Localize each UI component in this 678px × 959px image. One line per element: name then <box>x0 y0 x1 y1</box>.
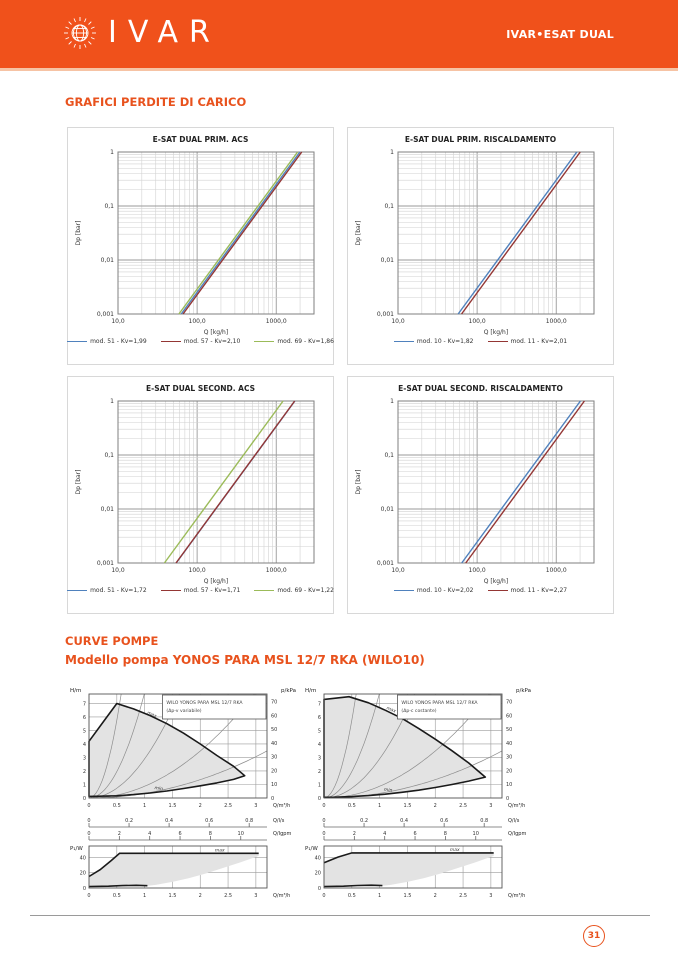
axis-text: 1 <box>390 398 394 405</box>
axis-text: 1000,0 <box>265 318 287 325</box>
chart-card-second-riscaldamento <box>347 376 614 614</box>
pump-main-plot <box>298 684 533 816</box>
axis-text: 0.4 <box>165 818 174 824</box>
legend-swatch <box>488 590 508 591</box>
legend-swatch <box>488 341 508 342</box>
series-line <box>462 401 581 563</box>
axis-text: (Δp-c costante) <box>401 709 437 714</box>
axis-text: 0 <box>87 818 91 824</box>
axis-text: 70 <box>506 699 513 706</box>
legend-item <box>394 338 474 345</box>
legend-item <box>488 338 568 345</box>
pump-main-plot <box>63 684 298 816</box>
axis-text: 20 <box>506 768 513 775</box>
axis-text: 4 <box>317 741 321 748</box>
legend-item <box>161 587 241 594</box>
pump-type-box <box>397 695 501 719</box>
axis-text: 30 <box>506 754 513 761</box>
axis-text: 0.5 <box>112 803 121 809</box>
axis-text: 100,0 <box>188 567 206 574</box>
product-title: IVAR•ESAT DUAL <box>506 28 614 41</box>
axis-text: 2 <box>198 803 202 809</box>
axis-text: 0.6 <box>205 818 214 824</box>
axis-text: max <box>214 848 225 854</box>
axis-text: 0 <box>87 803 91 809</box>
axis-text: 0.5 <box>112 893 121 899</box>
axis-text: Dp [bar] <box>355 220 362 246</box>
chart-title: E-SAT DUAL PRIM. RISCALDAMENTO <box>404 135 557 144</box>
axis-text: 1000,0 <box>545 567 567 574</box>
axis-text: 3 <box>317 755 321 762</box>
legend-label: mod. 10 - Kv=1,82 <box>416 338 474 345</box>
axis-text: P₁/W <box>70 846 83 852</box>
pump-power-plot <box>63 842 298 902</box>
section-title-pompe: CURVE POMPE <box>65 634 159 648</box>
legend-label: mod. 10 - Kv=2,02 <box>416 587 474 594</box>
axis-text: max <box>385 706 397 715</box>
axis-text: 0.6 <box>440 818 449 824</box>
legend-label: mod. 57 - Kv=2,10 <box>183 338 241 345</box>
axis-text: Q [kg/h] <box>483 578 509 585</box>
legend-item <box>67 338 147 345</box>
series-line <box>183 152 302 314</box>
chart-plot <box>348 377 615 615</box>
axis-text: Dp [bar] <box>75 220 82 246</box>
axis-text: Q/l/s <box>508 818 520 824</box>
axis-text: 1000,0 <box>265 567 287 574</box>
axis-text: 0 <box>82 796 86 802</box>
axis-text: 1 <box>378 803 382 809</box>
axis-text: 0,001 <box>96 311 114 318</box>
axis-text: 7 <box>82 701 86 708</box>
axis-text: Q/m³/h <box>273 803 291 809</box>
brand-text: IVAR <box>108 15 221 50</box>
pump-power-plot <box>298 842 533 902</box>
axis-text: 0,01 <box>100 257 114 264</box>
chart-legend <box>68 338 333 345</box>
axis-text: 3 <box>254 893 258 899</box>
axis-text: 1.5 <box>403 803 412 809</box>
axis-text: Q/m³/h <box>273 893 291 899</box>
axis-text: Q [kg/h] <box>203 578 229 585</box>
legend-label: mod. 11 - Kv=2,01 <box>510 338 568 345</box>
chart-legend <box>348 587 613 594</box>
legend-swatch <box>254 341 274 342</box>
axis-text: 6 <box>82 714 86 721</box>
axis-text: 3 <box>489 803 493 809</box>
axis-text: 10,0 <box>391 318 405 325</box>
chart-title: E-SAT DUAL SECOND. RISCALDAMENTO <box>398 384 563 393</box>
axis-text: 0 <box>322 893 326 899</box>
axis-text: 0 <box>87 893 91 899</box>
axis-text: 50 <box>271 727 278 734</box>
axis-text: 2 <box>82 768 86 775</box>
axis-text: 2 <box>317 768 321 775</box>
flow-scale-row <box>63 816 298 829</box>
legend-swatch <box>67 341 87 342</box>
page-number-badge <box>583 925 605 947</box>
axis-text: 0,01 <box>380 257 394 264</box>
axis-text: 2 <box>433 893 437 899</box>
axis-text: 1 <box>143 893 147 899</box>
axis-text: 40 <box>314 855 321 862</box>
axis-text: 1 <box>110 398 114 405</box>
axis-text: 100,0 <box>468 567 486 574</box>
pump-type-box <box>162 695 266 719</box>
axis-text: 0 <box>322 818 326 824</box>
axis-text: 40 <box>79 855 86 862</box>
legend-swatch <box>254 590 274 591</box>
axis-text: 2 <box>433 803 437 809</box>
chart-plot <box>68 128 335 366</box>
axis-text: 1 <box>378 893 382 899</box>
axis-text: Dp [bar] <box>355 469 362 495</box>
header-band <box>0 0 678 71</box>
axis-text: 0,001 <box>376 311 394 318</box>
axis-text: 0 <box>87 831 91 837</box>
axis-text: 2.5 <box>459 803 468 809</box>
axis-text: 60 <box>506 713 513 720</box>
axis-text: 0.5 <box>347 803 356 809</box>
legend-label: mod. 11 - Kv=2,27 <box>510 587 568 594</box>
chart-legend <box>68 587 333 594</box>
axis-text: 10,0 <box>111 567 125 574</box>
axis-text: min <box>154 786 164 793</box>
axis-text: Q/m³/h <box>508 893 526 899</box>
axis-text: 20 <box>79 870 86 877</box>
legend-swatch <box>67 590 87 591</box>
axis-text: 70 <box>271 699 278 706</box>
axis-text: 10,0 <box>391 567 405 574</box>
axis-text: 1 <box>82 782 86 789</box>
chart-card-prim-riscaldamento <box>347 127 614 365</box>
axis-text: 0.2 <box>360 818 369 824</box>
axis-text: 1 <box>143 803 147 809</box>
pump-chart-dpc <box>298 684 533 902</box>
axis-text: Q/Igpm <box>508 831 527 837</box>
axis-text: 4 <box>383 831 387 837</box>
axis-text: 10,0 <box>111 318 125 325</box>
axis-text: 0 <box>82 886 86 892</box>
axis-text: 0,1 <box>104 203 114 210</box>
axis-text: 7 <box>317 701 321 708</box>
axis-text: Q/Igpm <box>273 831 292 837</box>
axis-text: 2 <box>198 893 202 899</box>
axis-text: 3 <box>82 755 86 762</box>
axis-text: 100,0 <box>188 318 206 325</box>
chart-card-second-acs <box>67 376 334 614</box>
footer-divider <box>30 915 650 916</box>
chart-plot <box>348 128 615 366</box>
series-line <box>462 152 581 314</box>
axis-text: 0,1 <box>384 452 394 459</box>
legend-item <box>254 338 334 345</box>
axis-text: min <box>383 787 393 794</box>
axis-text: 1000,0 <box>545 318 567 325</box>
flow-scale-row <box>63 829 298 842</box>
axis-text: 50 <box>506 727 513 734</box>
axis-text: 6 <box>317 714 321 721</box>
series-line <box>458 152 577 314</box>
series-line <box>466 401 585 563</box>
globe-icon <box>62 15 98 51</box>
axis-text: Q/l/s <box>273 818 285 824</box>
axis-text: 0,1 <box>384 203 394 210</box>
legend-swatch <box>161 341 181 342</box>
chart-title: E-SAT DUAL SECOND. ACS <box>145 384 256 393</box>
axis-text: 2 <box>352 831 356 837</box>
axis-text: 2 <box>117 831 121 837</box>
axis-text: 0 <box>322 831 326 837</box>
axis-text: 1 <box>317 782 321 789</box>
axis-text: 5 <box>82 728 86 735</box>
legend-label: mod. 69 - Kv=1,22 <box>277 587 334 594</box>
axis-text: 5 <box>317 728 321 735</box>
chart-card-prim-acs <box>67 127 334 365</box>
axis-text: WILO YONOS PARA MSL 12/7 RKA <box>401 701 478 706</box>
axis-text: WILO YONOS PARA MSL 12/7 RKA <box>166 701 243 706</box>
axis-text: p/kPa <box>281 688 296 694</box>
axis-text: 6 <box>413 831 417 837</box>
page-number: 31 <box>587 931 601 941</box>
axis-text: 0 <box>317 796 321 802</box>
axis-text: 0,001 <box>376 560 394 567</box>
axis-text: p/kPa <box>516 688 531 694</box>
axis-text: max <box>146 710 158 720</box>
series-line <box>164 401 283 563</box>
legend-label: mod. 51 - Kv=1,99 <box>90 338 147 345</box>
pump-model-subtitle: Modello pompa YONOS PARA MSL 12/7 RKA (WILO10) <box>65 653 425 667</box>
chart-legend <box>348 338 613 345</box>
axis-text: 3 <box>489 893 493 899</box>
axis-text: 1.5 <box>403 893 412 899</box>
legend-label: mod. 57 - Kv=1,71 <box>183 587 241 594</box>
legend-label: mod. 51 - Kv=1,72 <box>90 587 147 594</box>
axis-text: 1 <box>110 149 114 156</box>
axis-text: 4 <box>148 831 152 837</box>
axis-text: 0.8 <box>245 818 254 824</box>
axis-text: 2.5 <box>224 893 233 899</box>
legend-swatch <box>161 590 181 591</box>
axis-text: 10 <box>472 831 479 837</box>
axis-text: 0 <box>506 796 510 802</box>
legend-item <box>161 338 241 345</box>
axis-text: 3 <box>254 803 258 809</box>
power-field <box>324 853 494 887</box>
axis-text: 2.5 <box>224 803 233 809</box>
chart-plot <box>68 377 335 615</box>
axis-text: Dp [bar] <box>75 469 82 495</box>
axis-text: 1.5 <box>168 803 177 809</box>
axis-text: max <box>449 847 460 853</box>
axis-text: 8 <box>443 831 447 837</box>
axis-text: 0.2 <box>125 818 134 824</box>
axis-text: 10 <box>271 782 278 789</box>
axis-text: 2.5 <box>459 893 468 899</box>
legend-item <box>394 587 474 594</box>
axis-text: H/m <box>70 688 82 694</box>
legend-item <box>488 587 568 594</box>
axis-text: (Δp-v variabile) <box>166 709 202 714</box>
legend-swatch <box>394 341 414 342</box>
axis-text: 1.5 <box>168 893 177 899</box>
axis-text: Q [kg/h] <box>483 329 509 336</box>
axis-text: 60 <box>271 713 278 720</box>
section-title-perdite: GRAFICI PERDITE DI CARICO <box>65 95 247 109</box>
axis-text: 4 <box>82 741 86 748</box>
axis-text: 0,1 <box>104 452 114 459</box>
axis-text: 10 <box>506 782 513 789</box>
axis-text: 20 <box>271 768 278 775</box>
legend-swatch <box>394 590 414 591</box>
legend-label: mod. 69 - Kv=1,86 <box>277 338 334 345</box>
series-line <box>181 152 300 314</box>
axis-text: 40 <box>506 740 513 747</box>
axis-text: P₁/W <box>305 846 318 852</box>
axis-text: 0 <box>322 803 326 809</box>
axis-text: 10 <box>237 831 244 837</box>
legend-item <box>254 587 334 594</box>
flow-scale-row <box>298 829 533 842</box>
pump-chart-dpv <box>63 684 298 902</box>
axis-text: 0.4 <box>400 818 409 824</box>
axis-text: Q/m³/h <box>508 803 526 809</box>
axis-text: 0,001 <box>96 560 114 567</box>
flow-scale-row <box>298 816 533 829</box>
axis-text: 0.5 <box>347 893 356 899</box>
axis-text: H/m <box>305 688 317 694</box>
axis-text: 100,0 <box>468 318 486 325</box>
axis-text: 30 <box>271 754 278 761</box>
legend-item <box>67 587 147 594</box>
chart-title: E-SAT DUAL PRIM. ACS <box>152 135 249 144</box>
axis-text: 8 <box>208 831 212 837</box>
axis-text: 0 <box>317 886 321 892</box>
axis-text: 0 <box>271 796 275 802</box>
axis-text: 0.8 <box>480 818 489 824</box>
axis-text: 0,01 <box>380 506 394 513</box>
axis-text: 0,01 <box>100 506 114 513</box>
ivar-logo <box>62 14 221 52</box>
axis-text: 40 <box>271 740 278 747</box>
axis-text: Q [kg/h] <box>203 329 229 336</box>
axis-text: 1 <box>390 149 394 156</box>
axis-text: 20 <box>314 870 321 877</box>
axis-text: 6 <box>178 831 182 837</box>
